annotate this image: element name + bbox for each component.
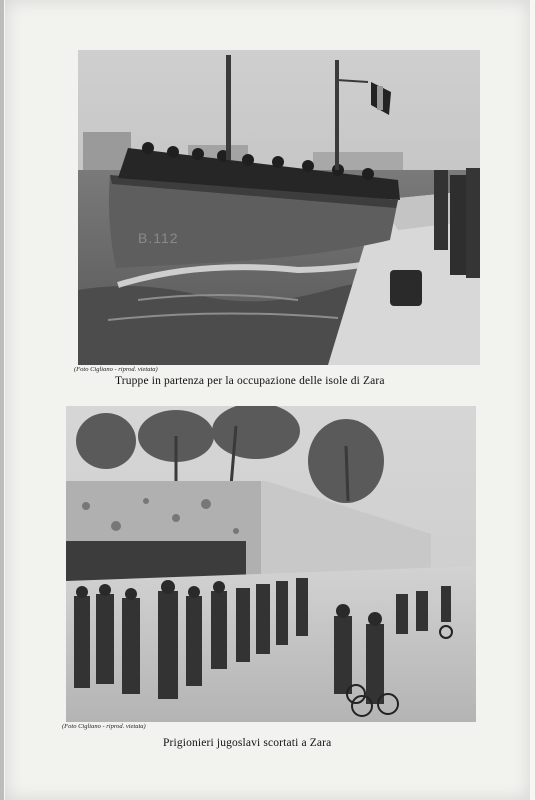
photo-caption: Truppe in partenza per la occupazione delle isole di Zara: [115, 375, 385, 387]
page-edge: [0, 0, 4, 800]
hull-marking: B.112: [138, 230, 179, 246]
photo-credit: (Foto Cigliano - riprod. vietata): [62, 723, 146, 730]
photo-credit: (Foto Cigliano - riprod. vietata): [74, 366, 158, 373]
photo-troops-boat-image: [78, 50, 480, 365]
photo-troops-boat: [78, 50, 480, 365]
photo-caption: Prigionieri jugoslavi scortati a Zara: [163, 737, 332, 749]
photo-prisoners-escort: [66, 406, 476, 722]
photo-prisoners-escort-image: [66, 406, 476, 722]
